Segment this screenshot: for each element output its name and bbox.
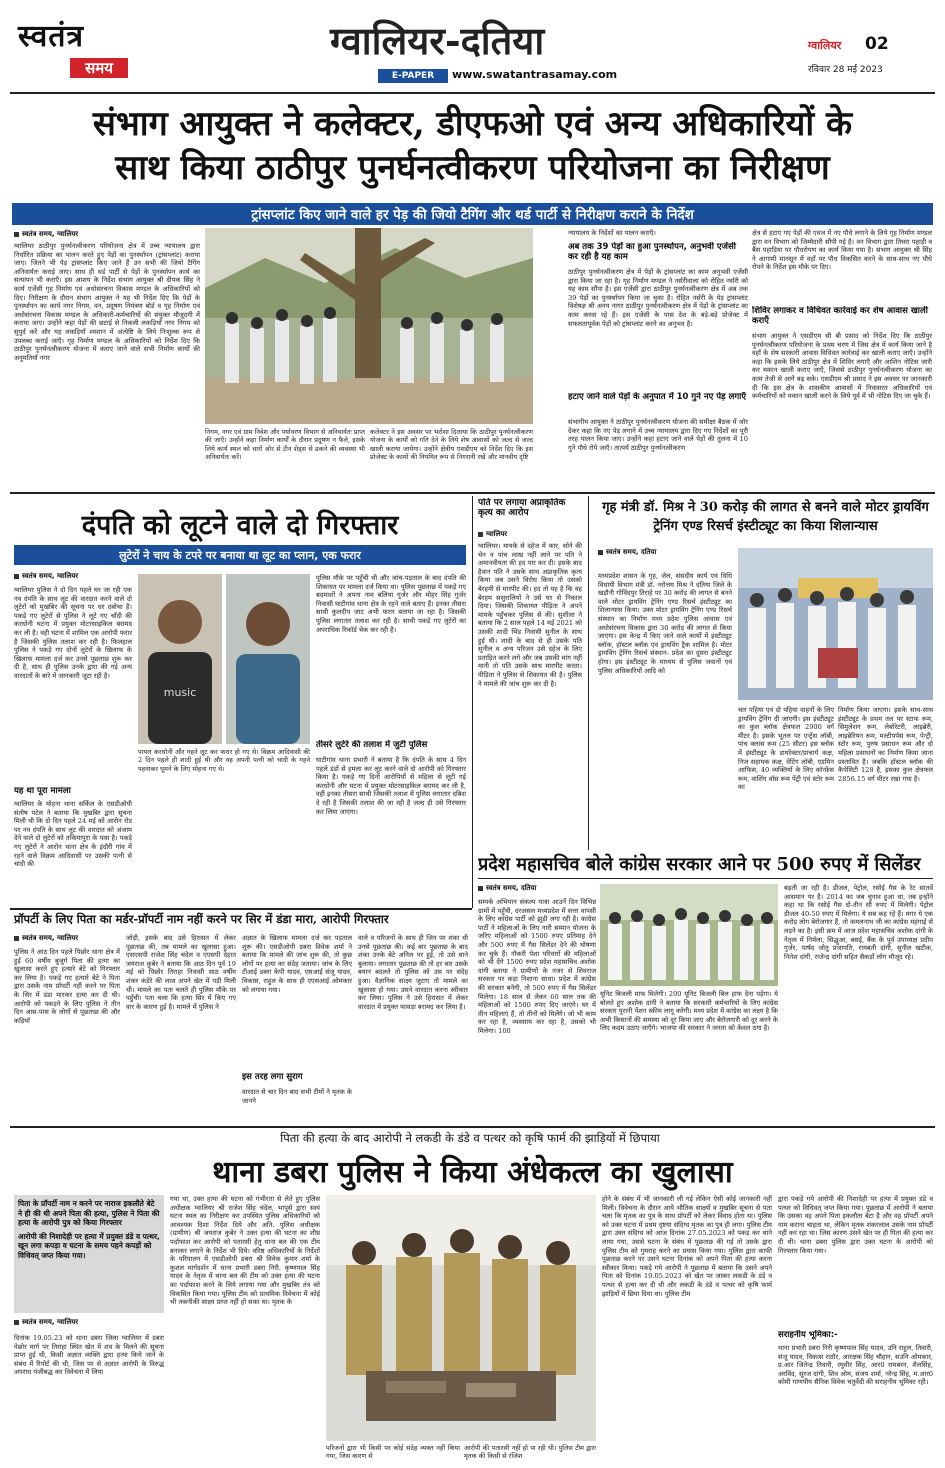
story2-photo-caption: पायल करधोनी और गहने लूट कर फरार हो गए थे। विक्रम आदिवासी की 2 दिन पहले ही शादी हुई थी और वह अपनी पत्नी को चांदी के गहने पहनाकर घूमने के लिए मोहना गए थे।	[138, 748, 310, 773]
story3-headline: पति पर लगाया अप्राकृतिक कृत्य का आरोप	[478, 498, 566, 518]
website-link[interactable]: www.swatantrasamay.com	[452, 68, 618, 81]
story7-col1: दिनांक 19.05.23 को थाना डबरा जिला ग्वालियर में डबरा पेछोर मार्ग पर तिराहा स्थित खेत में शव के मिलने की सूचना प्राप्त हुई थी, किसी अज्ञात व्यक्ति द्वारा हत्या किये जाने के संबंध में रिपोर्ट की थी, जिस पर से अज्ञात आरोपी के विरुद्ध अपराध पंजीबद्ध कर विवेचना में लिया	[14, 1334, 164, 1377]
story1-col3-subhead1: अब तक 39 पेड़ों का हुआ पुनर्स्थापन, अनुभवी एजेंसी कर रही है यह काम	[568, 242, 736, 262]
story1-col1: ग्वालियर ठाठीपुर पुनर्घनत्वीकरण परियोजना क्षेत्र में उच्च न्यायालय द्वारा निर्धारित प्रक्रिया का पालन करते हुए पेड़ों का पुनर्स्थापन (ट्रांसप्लांट) कराया जाए। जितने भी पेड़ ट्रांसप्लांट किए जाने हैं उन सभी की जियो टैगिंग अनिवार्यतः कराई जाए। साथ ही थर्ड पार्टी से पेड़ों के पुनर्स्थापन कार्य का सत्यापन भी कराएँ। इस आशय के निर्देश संभाग आयुक्त श्री दीपक सिंह ने कार्य एजेंसी गृह निर्माण एवं अधोसंरचना विकास मण्डल के अधिकारियों को दिए। निरीक्षण के दौरान संभाग आयुक्त ने यह भी निर्देश दिए कि पेड़ों के पुनर्स्थापन का कार्य नगर निगम, वन, प्रदूषण नियंत्रण बोर्ड व गृह निर्माण एवं अधोसंरचना विकास मण्डल के अधिकारी-कर्मचारियों की संयुक्त मौजूदगी में कराया जाए। उन्होंने कहा पेड़ों की छटाई से निकली लकड़ियाँ नगर निगम को सुपुर्द करें और यह लकड़ियाँ श्मशान में अंत्येष्टि के लिये निःशुल्क रूप से उपलब्ध कराई जाएँ। गृह निर्माण मण्डल के अधिकारियों को निर्देश दिए कि ठाठीपुर पुनर्घनत्वीकरण योजना में कराए जाने वाले सभी निर्माण कार्यों की अनुमतियाँ नगर	[14, 242, 200, 362]
story6-byline: स्वतंत्र समय, ग्वालियर	[14, 934, 78, 943]
story7-photo-caption: परिजनों द्वारा भी किसी पर कोई संदेह व्यक्त नहीं किया गया, जिस कारण से	[326, 1444, 460, 1461]
divider-story6-top	[10, 908, 472, 910]
logo-top: स्वतंत्र	[18, 19, 85, 54]
story1-col4-subhead: शिविर लगाकर व विधिवत कार्रवाई कर शेष आवास खाली कराएँ	[752, 306, 928, 326]
story1-col3-top: न्यायालय के निर्देशों का पालन कराएँ।	[568, 229, 656, 237]
story7-byline: स्वतंत्र समय, ग्वालियर	[14, 1318, 78, 1327]
story7-col4: होने के संबंध में भी जानकारी ली गई लेकिन ऐसी कोई जानकारी नहीं मिली। विवेचना के दौरान आये भौतिक साक्ष्यों व मुखबिर सूचना से पता चला कि मृतक का पुत्र के साथ प्रॉपर्टी को लेकर विवाद होता था। पुलिस को उक्त घटना में प्रथम दृष्टया संदिग्ध मृतक का पुत्र ही लगा। पुलिस टीम द्वारा उक्त संदिग्ध को आज दिनांक 27.05.2023 को पकड़ कर थाने लाया गया, उससे घटना के संबंध में पूछताछ की गई तो उसके द्वारा पुलिस टीम को गुमराह करने का प्रयास किया गया। पुलिस द्वारा काफी पूछताछ करने पर उसने घटना दिनांक को अपने पिता की हत्या करना स्वीकार किया। पकड़े गये आरोपी ने पूछताछ में बताया कि उसने अपने पिता को दिनांक 19.05.2023 को खेत पर जाकर लकडी के डंडे व पत्थर से हत्या कर दी थी और लकडी के डंडे व पत्थर को कृषि फार्म झाड़ियों में छिपा दिया था। पुलिस टीम	[602, 1195, 772, 1298]
svg-text:music: music	[163, 686, 197, 699]
story1-col3-text1: ठाठीपुर पुनर्घनत्वीकरण क्षेत्र में पेड़ों के ट्रांसप्लांट का काम अनुभवी एजेंसी द्वारा किया जा रहा है। गृह निर्माण मण्डल ने नर्सरीवाला को रोहित नर्सरी को यह काम सौंपा है। इस एजेंसी द्वारा ठाठीपुर पुनर्घनत्वीकरण क्षेत्र में अब तक 39 पेड़ों का पुनर्स्थापन किया जा चुका है। रोहित नर्सरी के पेड़ ट्रांसप्लांट विशेषज्ञ श्री अनय नागर ठाठीपुर पुनर्घनत्वीकरण क्षेत्र में पेड़ों के ट्रांसप्लांट का काम करवा रहे हैं। इस एजेंसी के पास देश के बड़े-बड़े प्रोजेक्ट में सफलतापूर्वक पेड़ों को ट्रांसप्लांट करने का अनुभव है।	[568, 268, 748, 328]
edition-title: ग्वालियर-दतिया	[330, 18, 545, 63]
story2-byline: स्वतंत्र समय, ग्वालियर	[14, 572, 78, 581]
story7-highlight2: आरोपी की निशादेही पर हत्या में प्रयुक्त डंडे व पत्थर, खून लगा कपड़ा व घटना के समय पहने कपड़ों को विधिवत् जप्त किया गया।	[18, 1231, 160, 1260]
story1-headline-line2: साथ किया ठाठीपुर पुनर्घनत्वीकरण परियोजना का निरीक्षण	[115, 148, 830, 188]
epaper-label: E-PAPER	[378, 69, 448, 83]
story7-highlight1: पिता के प्रॉपर्टी नाम न करने पर नाराज इकलौते बेटे ने ही की थी अपने पिता की हत्या, पुलिस ने पिता की हत्या के आरोपी पुत्र को किया गिरफ्तार	[18, 1199, 160, 1228]
story7-photo-caption2: आरोपी की पतारसी नहीं हो पा रही थी। पुलिस टीम द्वारा मृतक की किसी से रंजिश	[464, 1444, 596, 1461]
masthead-rule	[10, 92, 935, 94]
story6-col3-subhead: इस तरह लगा सुराग	[242, 1072, 303, 1082]
story4-col3: निर्माण किया जाएगा। इसके साथ-साथ इंस्टीट्यूट के प्रथम तल पर स्टाफ रूम, सिमुलेशन रूम, लेबोरेटरी, लाइब्रेरी, लाइब्रेरियन रूम, मल्टीपर्पस रूम, पेन्ट्री, स्टोर रूम, पुरुष प्रसाधन रूम और दो महिला प्रसाधनों का निर्माण किया जाना प्रस्तावित है। जबकि हॉस्टल ब्लॉक की कैपेसिटी 128 है, इसका कुल क्षेत्रफल 2856.15 वर्ग मीटर रखा गया है।	[838, 706, 933, 783]
story2-photo	[138, 574, 310, 744]
story6-col3-text2: वारदात से चार दिन बाद सभी टीमों ने मृतक के जानने	[242, 1088, 352, 1105]
story6-col3: अज्ञात के खिलाफ मामला दर्ज कर पड़ताल शुरू की। एसडीओपी डबरा विवेक शर्मा ने बताया कि मामले की जांच शुरू की, तो कुछ लोगों पर हत्या का संदेह जताया। जांच के लिए टीआई डबरा केपी यादव, एसआई संजू यादव, विकास, राहुल के साथ ही एएसआई ओमकार को लगाया गया।	[242, 934, 352, 994]
divider-2	[10, 1126, 935, 1128]
story1-caption-a: निगम, नगर एवं ग्राम निवेश और पर्यावरण विभाग से अनिवार्यतः प्राप्त की जाएँ। उन्होंने कहा निर्माण कार्यों के दौरान प्रदूषण न फैले, इसके लिये कार्य स्थल को चारों ओर से टीन शेड्स से ढकने की व्यवस्था भी अनिवार्यतः करें।	[205, 428, 365, 462]
story7-photo	[326, 1195, 596, 1441]
story7-col5-text2: थाना प्रभारी डबरा निरी कृष्णपाल सिंह यादव, उनि राहुल, तिवारी, संजू यादव, विकास राठौर, आरक्षक सिंह चौहान, सउनि ओमकार, प्र.आर जितेन्द्र तिवारी, रघुवीर सिंह, आर0 रामबरन, शैलसिंह, अरविंद, सूरज दांगी, शिव ओम, संजय शर्मा, नरेन्द्र सिंह, म.आर0 कोमी गाणपीय सैनिक विवेक चतुर्वेदी की सराहनीय भूमिका रही।	[778, 1344, 933, 1387]
story2-col3-text2: घाटीगांव थाना प्रभारी ने बताया है कि दंपति के साथ 4 दिन पहले डंडों से हमला कर लूट करने वाले दो आरोपी को गिरफ्तार किया है। पकड़े गए दिनों आरोपियों से महिला से लूटी गई करधोनी और घटना में प्रयुक्त मोटरसाइकिल बरामद कर ली है, वहीं इनका तीसरा साथी जिसकी तलाश में पुलिस लगातार दबिश दे रही है जिसकी तलाश की जा रही है जल्द ही उसे गिरफ्तार कर लिया जाएगा।	[316, 756, 466, 816]
story2-col1: ग्वालियर पुलिस ने दो दिन पहले घर जा रही एक नव दंपति के साथ लूट की वारदात करने वाले दो लुटेरों को मुखबिर की सूचना पर धर दबोचा है। पकड़े गए लुटेरों से पुलिस ने लूटे गए चाँदी की करधोनी घटना में प्रयुक्त मोटरसाइकिल बरामद कर ली है। वही घटना में शामिल एक आरोपी फरार है जिसकी पुलिस तलाश कर रही है। फिलहाल पुलिस ने पकड़े गए दोनों लुटेरों के खिलाफ के खिलाफ मामला दर्ज कर उनसे पूछताछ शुरू कर दी है, साथ ही पुलिस उनके द्वारा की गई अन्य वारदातों के बारे में जानकारी जुटा रही है।	[14, 586, 132, 680]
story2-subheadline: लुटेरों ने चाय के टपरे पर बनाया था लूट का प्लान, एक फरार	[14, 545, 466, 565]
story2-col3: पुलिस मौके पर पहुँची थी और जांच-पड़ताल के बाद दंपति की शिकायत पर मामला दर्ज किया था। पुलिस पूछताछ में पकड़े गए बदमाशों ने अपना नाम बलिया गुर्जर और मोहर सिंह गुर्जर निवासी घाटीगांव थाना क्षेत्र के रहने वाले बताए हैं। इनका तीसरा साथी कुलदीप जाट अभी फरार बताया जा रहा है। जिसकी पुलिस लगातार तलाश कर रही है। साथी पकड़े गए लुटेरों का अपराधिक रिकॉर्ड चेक कर रही है।	[316, 574, 466, 634]
story7-col5-subhead: सराहनीय भूमिका:-	[778, 1330, 838, 1340]
story4-photo	[738, 548, 933, 700]
story1-headline	[12, 102, 933, 190]
story2-col3-subhead: तीसरे लुटेरे की तलाश में जुटी पुलिस	[316, 740, 428, 750]
story4-headline: गृह मंत्री डॉ. मिश्र ने 30 करोड़ की लागत से बनने वाले मोटर ड्रायविंग ट्रेनिंग एण्ड रिसर्च इंस्टीट्यूट का किया शिलान्यास	[602, 500, 929, 534]
story1-headline-line1: संभाग आयुक्त ने कलेक्टर, डीएफओ एवं अन्य अधिकारियों के	[92, 104, 853, 144]
story5-byline: स्वतंत्र समय, दतिया	[478, 884, 536, 893]
story4-byline: स्वतंत्र समय, दतिया	[598, 548, 656, 557]
story1-subheadline: ट्रांसप्लांट किए जाने वाले हर पेड़ की जियो टैगिंग और थर्ड पार्टी से निरीक्षण कराने के निर्देश	[12, 203, 933, 225]
masthead	[0, 0, 945, 92]
story7-kicker: पिता की हत्या के बाद आरोपी ने लकडी के डंडे व पत्थर को कृषि फार्म की झाड़ियों में छिपाया	[280, 1131, 660, 1145]
divider-1	[10, 492, 935, 494]
story5-col3: बढ़ती जा रही है। डीजल, पेट्रोल, रसोई गैस के रेट सातवें आसमान पर है। 2014 का जब चुनाव हुआ था, तब इन्होंने कहा था कि रसोई गैस दो-तीन सौ रुपए में मिलेगी। पेट्रोल डीजल 40-50 रुपए में मिलेगा। ये सब कह रहे हैं। मगर ये एक करोड़ लोग बेरोजगार हैं, तो कमलनाथ जी का कांग्रेस महंगाई से लड़ने का है। इसी क्रम में आज प्रदेश महासचिव अशोक दांगी के नेतृत्व में निर्मला, सिद्धुआ, बसई, बैंक के पूर्व उपाध्यक्ष प्रदीप गुर्जर, पार्षद जोतु प्रजापति, रामबती दांगी, सुनील खटीक, नितेश दांगी, राजेन्द्र दांगी सहित सैकड़ों लोग मौजूद रहे।	[784, 884, 933, 961]
story1-byline: स्वतंत्र समय, ग्वालियर	[14, 230, 78, 239]
story5-rule	[478, 878, 933, 879]
story6-col2: जोड़ी, इसके बाद उसे हिरासत में लेकर पूछताछ की, तब मामले का खुलासा हुआ। एसएसपी राजेश सिंह चंदेल व एएसपी देहात जयराज कुबेर ने बताया कि आठ दिन पूर्व 19 मई को पिछोर तिराहा निवासी साठ वर्षीय शंकर कंडेरे की लाश अपने खेत में पड़ी मिली थी। मामले का पता चलते ही पुलिस मौके पर पहुँची। पता चला कि हत्या सिर में किए गए वार के कारण हुई है। मामले में पुलिस ने	[126, 934, 236, 1011]
story5-photo	[600, 884, 778, 986]
story1-col4-text2: संभाग आयुक्त ने एसडीएम सी बी प्रसाद को निर्देश दिए कि ठाठीपुर पुनर्घनत्वीकरण परियोजना के प्रथम चरण में जिस क्षेत्र में कार्य किया जाने है वहाँ के शेष सरकारी आवास विधिवत कार्रवाई कर खाली कराए जाएँ। उन्होंने कहा कि इसके लिये ठाठीपुर क्षेत्र में शिविर लगाएँ और आशिन नोटिस जारी कर मकान खाली कराए जाएँ, जिससे ठाठीपुर पुनर्घनत्वीकरण योजना का काम तेजी से आगे बढ़ सके। एसडीएम श्री प्रसाद ने इस अवसर पर जानकारी दी कि इस क्षेत्र के शासकीय आवासों में निवासरत अधिकारियों एवं कर्मचारियों को मकान खाली करने के लिये पूर्व में भी नोटिस दिए जा चुके हैं।	[752, 332, 932, 401]
story1-caption-b: कलेक्टर ने इस अवसर पर भरोसा दिलाया कि ठाठीपुर पुनर्घनत्वीकरण योजना के कार्यों को गति देने के लिये शेष आवासों को जल्द से जल्द खाली कराया जायेगा। उन्होंने क्षेत्रीय एसडीएम को निर्देश दिए कि इस प्रोजेक्ट के कामों की नियमित रूप से निगरानी रखें और मानवीय दृष्टि	[370, 428, 533, 462]
story5-headline: प्रदेश महासचिव बोले कांग्रेस सरकार आने पर 500 रुपए में सिलेंडर	[478, 854, 921, 875]
divider-story3-right	[588, 496, 589, 850]
story5-col2: यूनिट बिजली माफ मिलेगी। 200 यूनिट बिजली बिल हाफ देना पड़ेगा। ये बोलते हुए अशोक दांगी ने बताया कि सरकारी कर्मचारियों के लिए कांग्रेस सरकार पुरानी पेंशन स्कीम लागू करेगी। मध्य प्रदेश में कांग्रेस का लक्ष्य है कि अभी किसानों की समस्या को दूर किया जाए और बेरोजगारी को दूर करने के लिए कदम उठाए जाएँगे। भाजपा की सरकार ने जनता को केवल ठगा है।	[600, 990, 778, 1033]
story6-col1: पुलिस ने आठ दिन पहले पिछोर थाना क्षेत्र में हुई 60 वर्षीय बुजुर्ग पिता की हत्या का खुलासा करते हुए हत्यारे बेटे को गिरफ्तार कर लिया है। पकड़े गए हत्यारे बेटे ने पिता द्वारा उसके नाम प्रॉपर्टी नहीं करने पर पिता के सिर में डंडा मारकर हत्या कर दी थी। आरोपी को पकड़ने के लिए पुलिस ने तीन दिन आस-पास के लोगों से पूछताछ की और कड़ियाँ	[14, 948, 120, 1025]
story1-col3-subhead2: हटाए जाने वाले पेड़ों के अनुपात में 10 गुने नए पेड़ लगाएँ	[568, 392, 747, 402]
story3-text: ग्वालियर। मायके से दहेज में कार, सोने की चेन व पांच लाख नहीं लाने पर पति ने अमानवीयता की हद पार कर दी। इसके बाद हैवान पति ने उसके साथ अप्राकृतिक कृत्य किया जब उसने विरोध किया तो उसको बेरहमी से मारपीट की। हद तो यह है कि वह बेरहम ससुरालियों ने उसे घर से निकाल दिया। जिसकी शिकायत पीड़िता ने अपने मायके पहुँचकर पुलिस से की। सुशीला ने बताया कि 2 साल पहले 14 मई 2021 को उसकी शादी भिंड निवासी सुनील के साथ हुई थी। शादी के बाद से ही उसके पति सुनील व अन्य परिजन उसे दहेज के लिए प्रताड़ित करने लगे और जब उसकी मांग नहीं मानी तो पति उसके साथ मारपीट करता। पीड़िता ने पुलिस से शिकायत की है। पुलिस ने मामले की जांच शुरू कर दी है।	[478, 542, 582, 688]
story7-col2: गया था, उक्त हत्या की घटना को गंभीरता से लेते हुए पुलिस अधीक्षक ग्वालियर श्री राजेश सिंह चंदेल, भापुसे द्वारा स्वयं घटना स्थल का निरीक्षण कर उपस्थित पुलिस अधिकारियों को आवश्यक दिशा निर्देश दिये और अति. पुलिस अधीक्षक (ग्रामीण) श्री जयराज कुबेर ने उक्त हत्या की घटना का शीघ्र पर्दाफाश कर आरोपी को पतारसी हेतु थाना बल की एक टीम बनाकर लगाने के निर्देश भी दिये। वरिष्ठ अधिकारियों के निर्देशों के परिपालन में एसडीओपी डबरा श्री विवेक कुमार शर्मा के कुशल मार्गदर्शन में थाना प्रभारी डबरा निरी. कृष्णपाल सिंह यादव के नेतृत्व में थाना बल की टीम को उक्त हत्या की घटना का पर्दाफाश करने के लिये लगाया गया और मुखबिर तंत्र को विकसित किया गया। पुलिस टीम को प्राथमिक विवेचना में कोई भी तकनीकी साक्ष्य प्राप्त नहीं हो सका था। मृतक के	[170, 1195, 320, 1307]
story4-col1: मध्यप्रदेश शासन के गृह, जेल, संसदीय कार्य एवं विधि विधायी विभाग मंत्री डॉ. नरोत्तम मिश्र ने दतिया जिले के खड़ौनी गोविंदपुर तिराहे पर 30 करोड़ की लागत से बनने वाले मोटर ड्रायविंग ट्रेनिंग एण्ड रिसर्च इंस्टीट्यूट का शिलान्यास किया। उक्त मोटर ड्रायविंग ट्रेनिंग एण्ड रिसर्च संस्थान का निर्माण मध्य प्रदेश पुलिस आवास एवं अधोसंरचना विकास द्वारा 30 करोड़ की लागत से किया जाएगा। इस केन्द्र में किए जाने वाले कार्यों में इंस्टीट्यूट ब्लॉक, हॉस्टल ब्लॉक एवं ड्रायविंग ट्रैक शामिल है। मोटर ड्रायविंग ट्रेनिंग रिसर्च संस्थान- प्रदेश का दूसरा इंस्टीट्यूट होगा। इस इंस्टीट्यूट के माध्यम से पुलिस जवानों एवं पुलिस अधिकारियों आदि को	[598, 572, 732, 675]
story4-col2: चार पहिया एवं दो पहिया वाहनों के लिए ड्रायविंग ट्रेनिंग दी जाएगी। इस इंस्टीट्यूट का कुल ब्लॉक क्षेत्रफल 2900 वर्ग मीटर है। इसके भूतल पर एन्ट्रेंस लॉबी, पांच क्लास रूम (25 सीटर) इस ब्लॉक में इंस्टीट्यूट के डायरेक्टर/प्राचार्य कक्ष, निज सहायक कक्ष, वेटिंग लॉबी, एडमिन आफिस, 40 व्यक्तियों के लिए कॉन्फ्रेंस रूम, वाशिंग वॉस रूम पेंट्री एवं स्टोर रूम का	[738, 706, 834, 792]
logo-bottom: समय	[70, 58, 128, 78]
story2-col1-subhead: यह था पूरा मामला	[14, 786, 71, 796]
story3-byline: ग्वालियर	[478, 530, 507, 539]
story5-col1: सम्पर्क अभियान संकल्प यात्रा आउर्ने दिन विभिन्न ग्रामों में पहुँची, दरअसल मध्यप्रदेश में सत्ता वापसी के लिए कांग्रेस पार्टी को झुड़ी लगा रही है। कांग्रेस पार्टी ने महिलाओं के लिए नारी सम्मान योजना के जरिए महिलाओं को 1500 रुपए प्रतिमाह देने और 500 रुपए में गैस सिलेंडर देने की घोषणा कर चुके हैं। नौकरी पेशा परिवारों की महिलाओं को भी देंगे 1500 रुपए प्रदेश महासचिव अशोक दांगी बताया ने ग्रामीणों के नजर से शिवराज सरकार पर कड़ा निशाना साधा। प्रदेश में कांग्रेस की सरकार बनेगी, तो 500 रुपए में गैस सिलेंडर मिलेगा। 18 साल से लेकर 60 साल तक की महिलाओं को 1500 रुपए दिए जाएंगे। घर में तीन महिलाएं हैं, तो तीनों को मिलेंगे। जो भी काम कर रहा है, व्यवसाय कर रहा है, उसको भी मिलेगा। 100	[478, 898, 596, 1035]
story7-headline: थाना डबरा पुलिस ने किया अंधेकत्ल का खुलासा	[212, 1155, 733, 1190]
divider-story3-left	[472, 496, 473, 908]
story2-col1-text2: ग्वालियर के मोहना थाना सर्किल के एसडीओपी संतोष पटेल ने बताया कि मुखबिर द्वारा सूचना मिली थी कि दो दिन पहले 24 मई को आरोन रोड पर नव दंपति के साथ लूट की वारदात को अंजाम देने वाले दो लुटेरों को तकियापुरा के पास है। पकड़े गए लुटेरों ने आरोन थाना क्षेत्र के इंदौरी गांव में रहने वाले विक्रम आदिवासी पर उसकी पत्नी से चांदी की	[14, 800, 132, 869]
edition-city: ग्वालियर	[808, 39, 842, 52]
story1-col3-text2: संभागीय आयुक्त ने ठाठीपुर पुनर्घनत्वीकरण योजना की समीक्षा बैठक में जोर देकर कहा कि नए पेड़ लगाने में उच्च न्यायालय द्वारा दिए गए निर्देशों का पूरी तरह पालन किया जाए। उन्होंने कहा हटाए जाने वाले पेड़ों की तुलना में 10 गुने पौधे रोपे जाएँ। तात्पर्य ठाठीपुर पुनर्घनत्वीकरण	[568, 418, 748, 452]
story6-col4: वाले व परिजनों के साथ ही जिन पर शंका थी उनसे पूछताछ की। कई बार पूछताछ के बाद शंका उनके बेटे अनिल पर हुई, तो उसे थाने बुलाया। लगातार पूछताछ की तो हर बार उसके बयान बदलते तो पुलिस को उस पर संदेह हुआ। वैज्ञानिक साक्ष्य जुटाए तो मामले का खुलासा हो गया। उसने वारदात करना स्वीकार कर लिया। पुलिस ने उसे हिरासत में लेकर वारदात में प्रयुक्त फावड़ा बरामद कर लिया है।	[358, 934, 468, 1011]
story2-headline: दंपति को लूटने वाले दो गिरफ्तार	[81, 510, 399, 541]
story1-col4-text1: क्षेत्र से हटाए गए पेड़ों की एवज में नए पौधे लगाने के लिये गृह निर्माण मण्डल द्वारा वन विभाग को जिम्मेदारी सौंपी गई है। वन विभाग द्वारा तिघरा पहाड़ी व बैंस पहाड़िया पर पौधरोपण का कार्य किया गया है। संभाग आयुक्त श्री सिंह ने आगामी मानसून में वहाँ पर पौध विकसित करने के साथ-साथ नए पौधे रोपने के निर्देश इस मौके पर दिए।	[752, 229, 932, 272]
story1-photo	[205, 228, 533, 424]
issue-date: रविवार 28 मई 2023	[808, 65, 883, 75]
story6-headline: प्रॉपर्टी के लिए पिता का मर्डर-प्रॉपर्टी नाम नहीं करने पर सिर में डंडा मारा, आरोपी गिरफ्तार	[14, 912, 389, 926]
page-number: 02	[865, 34, 889, 54]
story7-highlight-box	[14, 1195, 164, 1313]
story7-col5: द्वारा पकड़े गये आरोपी की निशादेही पर हत्या में प्रयुक्त डंडे व पत्थर को विधिवत् जप्त किया गया। पूछताछ में आरोपी ने बताया कि उसका वह अपने पिता इकलौता बेटा है और वह प्रॉपर्टी अपने नाम कराना चाहता था, लेकिन मृतक शंकरलाल उसके नाम प्रॉपर्टी नहीं कर रहा था। जिस कारण उसने खेत पर ही पिता की हत्या कर दी थी। थाना डबरा पुलिस द्वारा उक्त घटना के आरोपी को गिरफ्तार किया गया।	[778, 1195, 933, 1255]
